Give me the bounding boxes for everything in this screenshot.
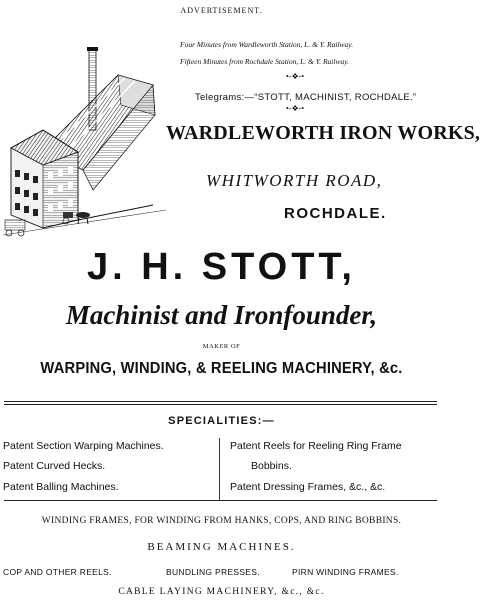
ornament-divider: •-❖-• — [286, 72, 305, 81]
divider-rule — [4, 404, 437, 405]
divider-rule — [4, 500, 437, 501]
works-road: WHITWORTH ROAD, — [206, 171, 383, 190]
speciality-right-item: Patent Reels for Reeling Ring Frame — [230, 440, 402, 452]
beaming-machines-line: BEAMING MACHINES. — [147, 541, 296, 553]
ornament-divider: •-❖-• — [286, 104, 305, 113]
pirn-winding-item: PIRN WINDING FRAMES. — [292, 567, 399, 577]
maker-of-label: MAKER OF — [202, 343, 241, 350]
speciality-left-item: Patent Section Warping Machines. — [3, 440, 164, 452]
speciality-right-item: Patent Dressing Frames, &c., &c. — [230, 481, 386, 493]
works-name: WARDLEWORTH IRON WORKS, — [166, 122, 480, 144]
specialities-title: SPECIALITIES:— — [168, 415, 275, 427]
winding-frames-line: WINDING FRAMES, FOR WINDING FROM HANKS, COPS, AND RING BOBBINS. — [41, 516, 402, 526]
distance-line-wardleworth: Four Minutes from Wardleworth Station, L. & Y. Railway. — [180, 40, 354, 49]
machinery-line: WARPING, WINDING, & REELING MACHINERY, &c. — [40, 360, 403, 377]
speciality-left-item: Patent Curved Hecks. — [3, 460, 106, 472]
firm-name: J. H. STOTT, — [86, 246, 356, 288]
works-town: ROCHDALE. — [284, 205, 387, 222]
cable-laying-line: CABLE LAYING MACHINERY, &c., &c. — [118, 587, 325, 597]
divider-rule — [4, 401, 437, 402]
column-divider — [219, 438, 220, 500]
firm-trade: Machinist and Ironfounder, — [65, 300, 378, 330]
telegrams-address: Telegrams:—“STOTT, MACHINIST, ROCHDALE.” — [195, 92, 417, 103]
cop-reels-item: COP AND OTHER REELS. — [3, 567, 112, 577]
advertisement-header: ADVERTISEMENT. — [180, 6, 263, 15]
factory-illustration — [3, 30, 166, 243]
distance-line-rochdale: Fifteen Minutes from Rochdale Station, L. & Y. Railway. — [180, 57, 350, 66]
speciality-right-item: Bobbins. — [251, 460, 292, 472]
bundling-presses-item: BUNDLING PRESSES. — [166, 567, 260, 577]
speciality-left-item: Patent Balling Machines. — [3, 481, 119, 493]
